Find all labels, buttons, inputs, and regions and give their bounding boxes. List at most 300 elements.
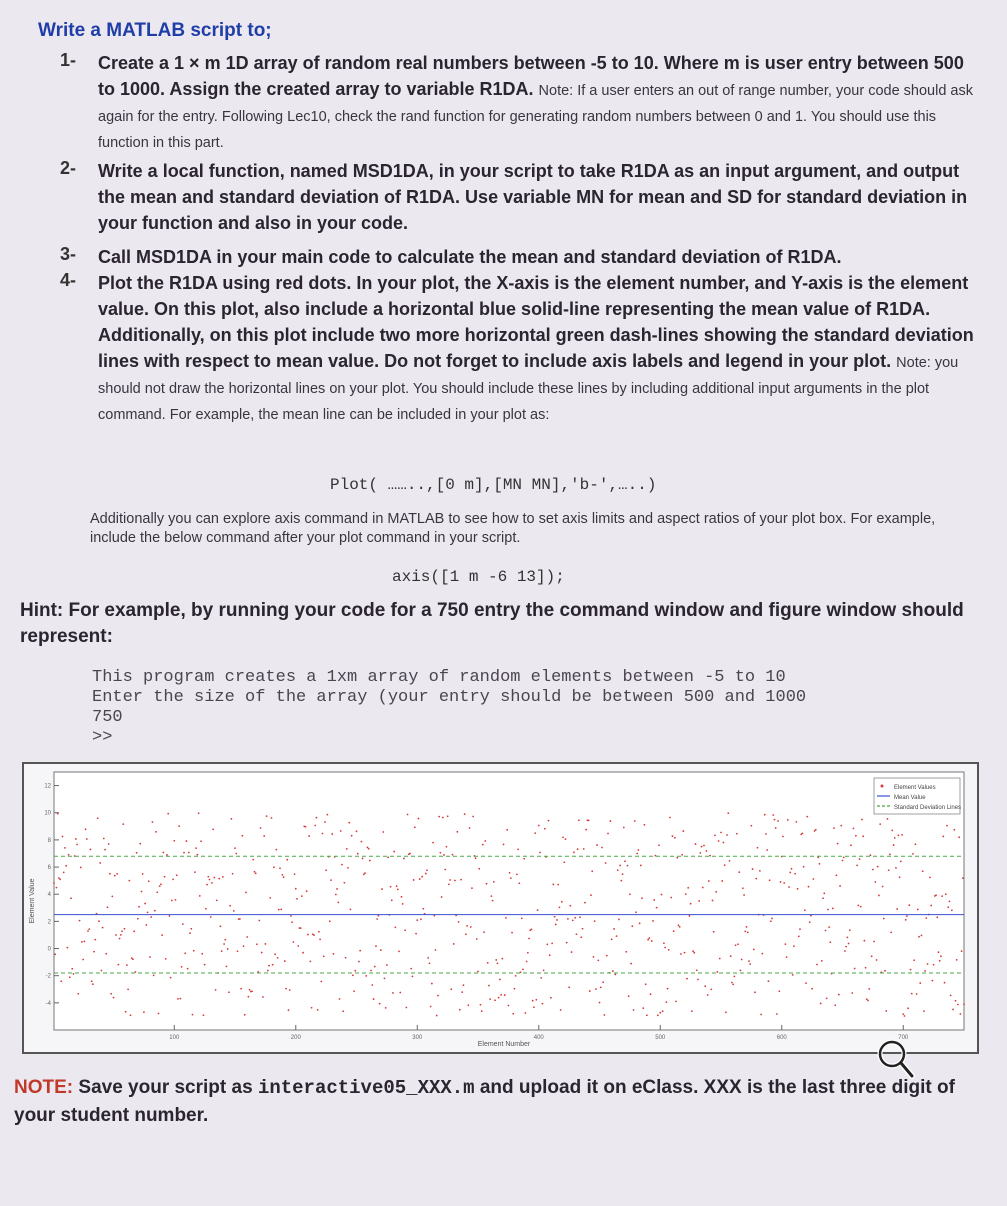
- data-point: [918, 936, 920, 938]
- data-point: [574, 917, 576, 919]
- data-point: [697, 979, 699, 981]
- data-point: [510, 877, 512, 879]
- data-point: [873, 941, 875, 943]
- data-point: [160, 883, 162, 885]
- data-point: [353, 990, 355, 992]
- data-point: [73, 973, 75, 975]
- data-point: [109, 873, 111, 875]
- data-point: [430, 1006, 432, 1008]
- data-point: [268, 965, 270, 967]
- data-point: [206, 884, 208, 886]
- data-point: [82, 959, 84, 961]
- data-point: [113, 997, 115, 999]
- data-point: [438, 816, 440, 818]
- legend-label-points: Element Values: [894, 785, 936, 791]
- task-number: 2-: [60, 158, 77, 178]
- data-point: [241, 835, 243, 837]
- data-point: [742, 887, 744, 889]
- data-point: [644, 824, 646, 826]
- data-point: [390, 886, 392, 888]
- data-point: [279, 867, 281, 869]
- legend-marker-points: [881, 785, 884, 788]
- y-tick-label: 4: [47, 892, 51, 899]
- data-point: [939, 960, 941, 962]
- data-point: [368, 848, 370, 850]
- data-point: [902, 1013, 904, 1015]
- y-tick-label: 0: [47, 946, 51, 953]
- data-point: [374, 966, 376, 968]
- data-point: [533, 1006, 535, 1008]
- task-note: Note: you should not draw the horizontal lines on your plot. You should include these lines by including additional input arguments in the plot command. For example, the mean line can be included in your plot as:: [98, 355, 959, 423]
- data-point: [554, 916, 556, 918]
- data-point: [306, 890, 308, 892]
- data-point: [80, 867, 82, 869]
- data-point: [314, 825, 316, 827]
- data-point: [652, 920, 654, 922]
- data-point: [345, 957, 347, 959]
- data-point: [277, 957, 279, 959]
- note-text-2: and upload it on eClass. XXX is the last three digit of your student number.: [14, 1077, 955, 1126]
- data-point: [602, 981, 604, 983]
- data-point: [380, 949, 382, 951]
- data-point: [770, 920, 772, 922]
- data-point: [487, 962, 489, 964]
- data-point: [673, 930, 675, 932]
- data-point: [196, 854, 198, 856]
- data-point: [844, 950, 846, 952]
- data-point: [177, 998, 179, 1000]
- data-point: [539, 852, 541, 854]
- data-point: [843, 856, 845, 858]
- data-point: [865, 967, 867, 969]
- data-point: [181, 966, 183, 968]
- data-point: [542, 1003, 544, 1005]
- data-point: [769, 879, 771, 881]
- data-point: [164, 876, 166, 878]
- data-point: [879, 823, 881, 825]
- data-point: [192, 1014, 194, 1016]
- data-point: [716, 971, 718, 973]
- data-point: [369, 860, 371, 862]
- data-point: [107, 906, 109, 908]
- data-point: [486, 883, 488, 885]
- data-point: [218, 878, 220, 880]
- data-point: [760, 1014, 762, 1016]
- data-point: [235, 853, 237, 855]
- data-point: [925, 917, 927, 919]
- data-point: [889, 853, 891, 855]
- data-point: [300, 927, 302, 929]
- data-point: [576, 933, 578, 935]
- console-line: This program creates a 1xm array of random elements between -5 to 10: [92, 668, 786, 687]
- data-point: [726, 834, 728, 836]
- data-point: [723, 842, 725, 844]
- data-point: [908, 904, 910, 906]
- data-point: [556, 919, 558, 921]
- data-point: [103, 838, 105, 840]
- data-point: [828, 926, 830, 928]
- data-point: [731, 982, 733, 984]
- data-point: [891, 829, 893, 831]
- data-point: [727, 812, 729, 814]
- data-point: [396, 885, 398, 887]
- data-point: [775, 827, 777, 829]
- data-point: [102, 927, 104, 929]
- data-point: [291, 921, 293, 923]
- data-point: [511, 932, 513, 934]
- data-point: [936, 916, 938, 918]
- data-point: [748, 960, 750, 962]
- data-point: [577, 848, 579, 850]
- data-point: [357, 853, 359, 855]
- data-point: [662, 1010, 664, 1012]
- data-point: [330, 879, 332, 881]
- data-point: [256, 943, 258, 945]
- data-point: [802, 833, 804, 835]
- submission-note: [14, 1074, 989, 1130]
- data-point: [752, 868, 754, 870]
- data-point: [853, 827, 855, 829]
- data-point: [729, 860, 731, 862]
- data-point: [906, 915, 908, 917]
- data-point: [867, 1000, 869, 1002]
- console-line: 750: [92, 708, 123, 727]
- data-point: [842, 860, 844, 862]
- data-point: [855, 835, 857, 837]
- data-point: [527, 952, 529, 954]
- data-point: [525, 1012, 527, 1014]
- data-point: [557, 884, 559, 886]
- data-point: [59, 878, 61, 880]
- data-point: [806, 816, 808, 818]
- data-point: [243, 945, 245, 947]
- data-point: [436, 1015, 438, 1017]
- task-note: Note: If a user enters an out of range number, your code should ask again for the entry. Following Lec10, check the rand function for generating random numbers between 0 and 1. You should use this function in this part.: [98, 83, 973, 151]
- data-point: [364, 872, 366, 874]
- data-point: [774, 819, 776, 821]
- data-point: [811, 988, 813, 990]
- data-point: [204, 964, 206, 966]
- data-point: [546, 944, 548, 946]
- data-point: [579, 916, 581, 918]
- data-point: [233, 910, 235, 912]
- data-point: [156, 891, 158, 893]
- data-point: [905, 919, 907, 921]
- hint-text: Hint: For example, by running your code for a 750 entry the command window and figure window should represent:: [20, 600, 964, 647]
- data-point: [93, 951, 95, 953]
- data-point: [302, 952, 304, 954]
- data-point: [450, 988, 452, 990]
- data-point: [957, 1004, 959, 1006]
- data-point: [583, 848, 585, 850]
- data-point: [262, 996, 264, 998]
- data-point: [77, 993, 79, 995]
- data-point: [65, 865, 67, 867]
- data-point: [260, 827, 262, 829]
- data-point: [159, 885, 161, 887]
- data-point: [749, 963, 751, 965]
- data-point: [172, 878, 174, 880]
- data-point: [871, 955, 873, 957]
- data-point: [605, 862, 607, 864]
- data-point: [228, 991, 230, 993]
- data-point: [297, 945, 299, 947]
- data-point: [429, 962, 431, 964]
- data-point: [755, 878, 757, 880]
- data-point: [139, 843, 141, 845]
- data-point: [642, 1007, 644, 1009]
- data-point: [87, 930, 89, 932]
- data-point: [940, 955, 942, 957]
- data-point: [900, 860, 902, 862]
- data-point: [544, 828, 546, 830]
- data-point: [868, 988, 870, 990]
- x-tick-label: 600: [776, 1035, 787, 1041]
- data-point: [144, 903, 146, 905]
- data-point: [930, 905, 932, 907]
- data-point: [403, 858, 405, 860]
- data-point: [69, 976, 71, 978]
- data-point: [945, 893, 947, 895]
- data-point: [548, 820, 550, 822]
- data-point: [226, 965, 228, 967]
- data-point: [319, 939, 321, 941]
- data-point: [153, 974, 155, 976]
- task-text: Write a local function, named MSD1DA, in your script to take R1DA as an input argument, and output the mean and standard deviation of R1DA. Use variable MN for mean and SD for standard deviation in your function and also in your code.: [98, 161, 968, 233]
- data-point: [603, 1014, 605, 1016]
- data-point: [616, 935, 618, 937]
- data-point: [915, 843, 917, 845]
- data-point: [203, 1014, 205, 1016]
- legend-label-sd: Standard Deviation Lines: [894, 805, 962, 811]
- data-point: [426, 869, 428, 871]
- data-point: [927, 963, 929, 965]
- plot-area: [54, 772, 964, 1030]
- data-point: [792, 974, 794, 976]
- data-point: [584, 902, 586, 904]
- data-point: [422, 908, 424, 910]
- data-point: [627, 865, 629, 867]
- data-point: [158, 1013, 160, 1015]
- data-point: [659, 1012, 661, 1014]
- data-point: [566, 942, 568, 944]
- data-point: [663, 942, 665, 944]
- data-point: [538, 825, 540, 827]
- data-point: [195, 847, 197, 849]
- data-point: [836, 874, 838, 876]
- data-point: [230, 818, 232, 820]
- data-point: [255, 872, 257, 874]
- data-point: [910, 969, 912, 971]
- data-point: [285, 988, 287, 990]
- data-point: [949, 900, 951, 902]
- data-point: [681, 854, 683, 856]
- data-point: [148, 880, 150, 882]
- data-point: [710, 988, 712, 990]
- data-point: [959, 1013, 961, 1015]
- data-point: [597, 959, 599, 961]
- data-point: [316, 817, 318, 819]
- data-point: [757, 847, 759, 849]
- data-point: [516, 874, 518, 876]
- data-point: [568, 986, 570, 988]
- data-point: [387, 856, 389, 858]
- data-point: [125, 1011, 127, 1013]
- y-tick-label: -2: [45, 973, 51, 980]
- data-point: [785, 943, 787, 945]
- page-title: Write a MATLAB script to;: [38, 20, 272, 41]
- data-point: [522, 969, 524, 971]
- data-point: [124, 928, 126, 930]
- data-point: [944, 982, 946, 984]
- data-point: [815, 829, 817, 831]
- data-point: [715, 891, 717, 893]
- data-point: [505, 917, 507, 919]
- y-tick-label: 2: [47, 919, 51, 926]
- data-point: [477, 971, 479, 973]
- data-point: [837, 843, 839, 845]
- data-point: [820, 1003, 822, 1005]
- data-point: [506, 829, 508, 831]
- data-point: [322, 833, 324, 835]
- data-point: [766, 849, 768, 851]
- data-point: [794, 873, 796, 875]
- data-point: [593, 956, 595, 958]
- data-point: [367, 847, 369, 849]
- data-point: [358, 961, 360, 963]
- data-point: [628, 995, 630, 997]
- data-point: [150, 916, 152, 918]
- data-point: [735, 944, 737, 946]
- data-point: [907, 1007, 909, 1009]
- data-point: [543, 970, 545, 972]
- data-point: [878, 895, 880, 897]
- data-point: [335, 894, 337, 896]
- data-point: [127, 988, 129, 990]
- data-point: [222, 876, 224, 878]
- data-point: [498, 997, 500, 999]
- data-point: [512, 1013, 514, 1015]
- data-point: [220, 925, 222, 927]
- data-point: [861, 819, 863, 821]
- data-point: [442, 817, 444, 819]
- data-point: [221, 950, 223, 952]
- data-point: [246, 936, 248, 938]
- data-point: [901, 834, 903, 836]
- data-point: [689, 915, 691, 917]
- data-point: [888, 869, 890, 871]
- data-point: [461, 991, 463, 993]
- data-point: [482, 844, 484, 846]
- scatter-plot: [24, 764, 977, 1052]
- data-point: [83, 941, 85, 943]
- x-axis-label: Element Number: [477, 1041, 531, 1048]
- data-point: [179, 998, 181, 1000]
- data-point: [787, 819, 789, 821]
- data-point: [572, 920, 574, 922]
- data-point: [636, 853, 638, 855]
- data-point: [339, 998, 341, 1000]
- data-point: [476, 938, 478, 940]
- data-point: [133, 930, 135, 932]
- task-number: 3-: [60, 244, 77, 264]
- legend-label-mean: Mean Value: [894, 795, 926, 801]
- data-point: [685, 893, 687, 895]
- data-point: [630, 963, 632, 965]
- data-point: [104, 849, 106, 851]
- data-point: [313, 934, 315, 936]
- data-point: [342, 1010, 344, 1012]
- data-point: [504, 994, 506, 996]
- data-point: [385, 1007, 387, 1009]
- data-point: [488, 985, 490, 987]
- data-point: [265, 943, 267, 945]
- y-tick-label: -4: [45, 1000, 51, 1007]
- data-point: [425, 873, 427, 875]
- data-point: [686, 978, 688, 980]
- data-point: [88, 928, 90, 930]
- data-point: [523, 858, 525, 860]
- data-point: [514, 988, 516, 990]
- data-point: [550, 997, 552, 999]
- data-point: [724, 864, 726, 866]
- data-point: [500, 994, 502, 996]
- data-point: [414, 826, 416, 828]
- data-point: [560, 1009, 562, 1011]
- data-point: [676, 857, 678, 859]
- data-point: [53, 882, 55, 884]
- data-point: [193, 950, 195, 952]
- data-point: [395, 926, 397, 928]
- data-point: [294, 873, 296, 875]
- data-point: [612, 970, 614, 972]
- data-point: [896, 908, 898, 910]
- data-point: [912, 853, 914, 855]
- data-point: [582, 928, 584, 930]
- data-point: [108, 843, 110, 845]
- data-point: [138, 906, 140, 908]
- data-point: [573, 851, 575, 853]
- data-point: [690, 903, 692, 905]
- data-point: [767, 980, 769, 982]
- data-point: [464, 813, 466, 815]
- y-tick-label: 6: [47, 865, 51, 872]
- data-point: [953, 829, 955, 831]
- data-point: [695, 843, 697, 845]
- data-point: [94, 939, 96, 941]
- x-tick-label: 100: [169, 1035, 180, 1041]
- data-point: [350, 908, 352, 910]
- data-point: [119, 938, 121, 940]
- data-point: [128, 880, 130, 882]
- data-point: [187, 968, 189, 970]
- data-point: [714, 834, 716, 836]
- data-point: [155, 831, 157, 833]
- data-point: [105, 953, 107, 955]
- task-text: Plot the R1DA using red dots. In your plot, the X-axis is the element number, and Y-axis is the element value. On this plot, also include a horizontal blue solid-line representing the mean value of R1DA. Additionally, on this plot include two more horizontal green dash-lines showing the standard deviation lines with respect to mean value. Do not forget to include axis labels and legend in your plot.: [98, 273, 974, 371]
- data-point: [122, 823, 124, 825]
- data-point: [418, 818, 420, 820]
- data-point: [481, 1010, 483, 1012]
- data-point: [416, 919, 418, 921]
- data-point: [650, 993, 652, 995]
- data-point: [848, 943, 850, 945]
- data-point: [274, 953, 276, 955]
- data-point: [565, 838, 567, 840]
- data-point: [648, 937, 650, 939]
- data-point: [551, 942, 553, 944]
- data-point: [946, 825, 948, 827]
